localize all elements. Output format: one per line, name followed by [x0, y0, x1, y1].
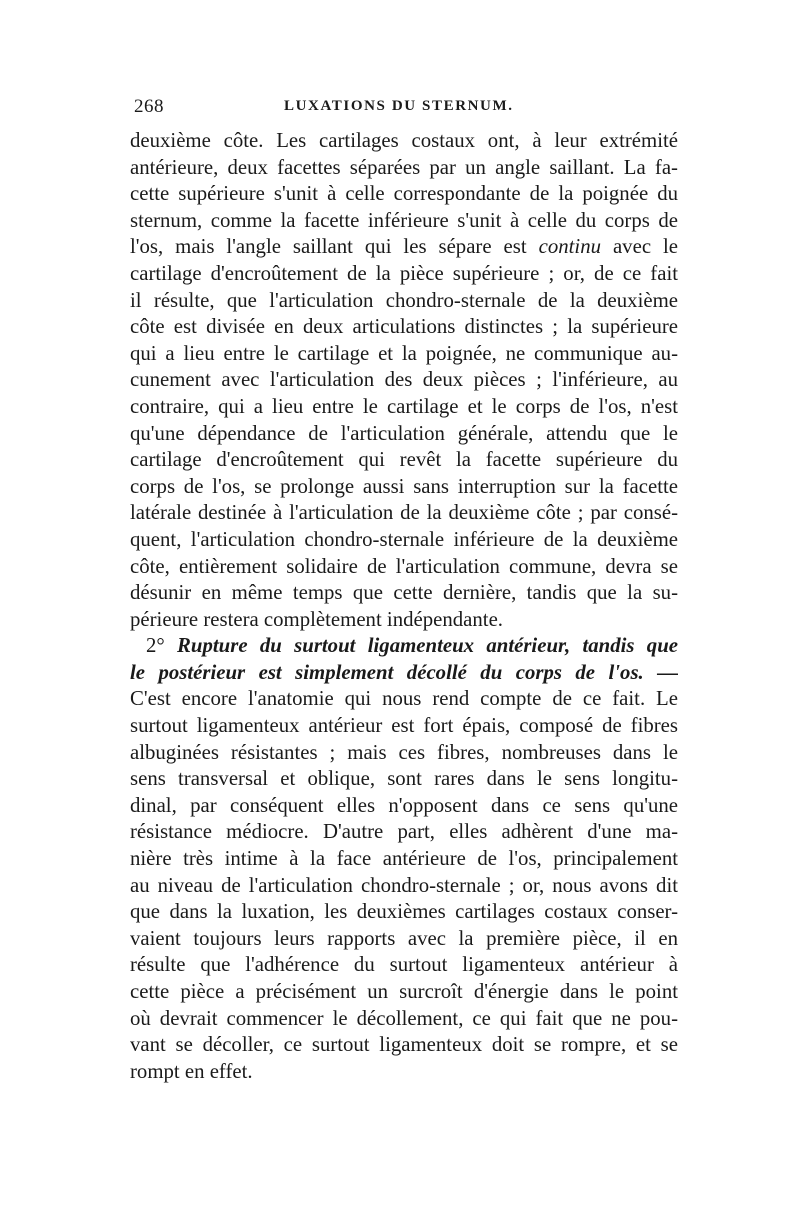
text-line: antérieure, deux facettes séparées par un angle saillant. La fa- — [130, 155, 678, 179]
text-line: périeure restera complètement indépendante. — [130, 607, 504, 631]
text-line: au niveau de l'articulation chondro-sternale ; or, nous avons dit — [130, 873, 678, 897]
page-number: 268 — [134, 96, 164, 117]
text-line: surtout ligamenteux antérieur est fort épais, composé de fibres — [130, 714, 678, 738]
section-heading-line: le postérieur est simplement décollé du corps de l'os. — — [130, 660, 678, 684]
text-line: dinal, par conséquent elles n'opposent dans ce sens qu'une — [130, 793, 678, 817]
running-title: LUXATIONS DU STERNUM. — [284, 98, 514, 114]
text-line: qui a lieu entre le cartilage et la poignée, ne communique au- — [130, 341, 678, 365]
text-line: latérale destinée à l'articulation de la deuxième côte ; par consé- — [130, 501, 678, 525]
section-heading-line — [130, 633, 678, 660]
text-line: qu'une dépendance de l'articulation générale, attendu que le — [130, 421, 678, 445]
text-line: résistance médiocre. D'autre part, elles adhèrent d'une ma- — [130, 820, 678, 844]
text-line: corps de l'os, se prolonge aussi sans interruption sur la facette — [130, 474, 678, 498]
section-number: 2° — [146, 634, 165, 658]
text-line: il résulte, que l'articulation chondro-sternale de la deuxième — [130, 288, 678, 312]
text-line — [130, 234, 678, 261]
body-text — [130, 128, 678, 1085]
text-line: que dans la luxation, les deuxièmes cartilages costaux conser- — [130, 900, 678, 924]
page-header — [134, 96, 682, 122]
text-segment: l'os, mais l'angle saillant qui les sépare est — [130, 235, 527, 259]
text-line: cartilage d'encroûtement de la pièce supérieure ; or, de ce fait — [130, 261, 678, 285]
text-line: cette supérieure s'unit à celle correspondante de la poignée du — [130, 182, 678, 206]
text-line: cartilage d'encroûtement qui revêt la facette supérieure du — [130, 448, 678, 472]
text-line: cette pièce a précisément un surcroît d'énergie dans le point — [130, 980, 678, 1003]
text-line: rompt en effet. — [130, 1059, 253, 1083]
italic-word: continu — [538, 235, 601, 259]
text-line: cunement avec l'articulation des deux pièces ; l'inférieure, au — [130, 368, 678, 392]
text-line: deuxième côte. Les cartilages costaux ont, à leur extrémité — [130, 129, 678, 152]
text-line: contraire, qui a lieu entre le cartilage et le corps de l'os, n'est — [130, 394, 678, 418]
text-line: nière très intime à la face antérieure de l'os, principalement — [130, 847, 678, 871]
text-line: albuginées résistantes ; mais ces fibres, nombreuses dans le — [130, 740, 678, 764]
section-heading: Rupture du surtout ligamenteux antérieur, tandis que — [177, 634, 678, 658]
text-line: vaient toujours leurs rapports avec la première pièce, il en — [130, 926, 678, 950]
text-line: désunir en même temps que cette dernière, tandis que la su- — [130, 581, 678, 605]
text-line: vant se décoller, ce surtout ligamenteux doit se rompre, et se — [130, 1033, 678, 1057]
text-line: côte est divisée en deux articulations distinctes ; la supérieure — [130, 315, 678, 339]
text-line: quent, l'articulation chondro-sternale inférieure de la deuxième — [130, 527, 678, 551]
text-line: C'est encore l'anatomie qui nous rend compte de ce fait. Le — [130, 687, 678, 711]
text-line: où devrait commencer le décollement, ce qui fait que ne pou- — [130, 1006, 678, 1030]
text-line: résulte que l'adhérence du surtout ligamenteux antérieur à — [130, 953, 678, 977]
text-line: sternum, comme la facette inférieure s'unit à celle du corps de — [130, 208, 678, 232]
text-line: côte, entièrement solidaire de l'articulation commune, devra se — [130, 554, 678, 578]
text-line: sens transversal et oblique, sont rares dans le sens longitu- — [130, 767, 678, 791]
text-segment: avec le — [612, 235, 678, 259]
